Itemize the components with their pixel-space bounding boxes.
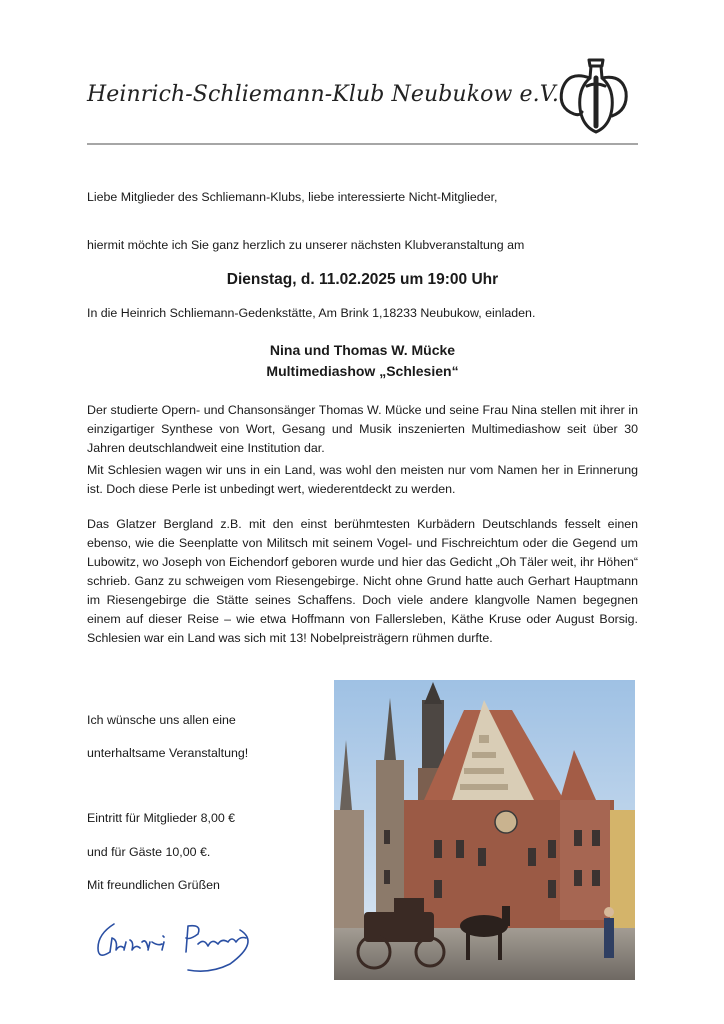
closing: Mit freundlichen Grüßen	[87, 878, 220, 892]
wish-line-1: Ich wünsche uns allen eine	[87, 713, 236, 727]
town-hall-photo	[334, 680, 635, 980]
town-hall-illustration	[334, 680, 635, 980]
greeting: Liebe Mitglieder des Schliemann-Klubs, liebe interessierte Nicht-Mitglieder,	[87, 190, 498, 204]
event-title-performers: Nina und Thomas W. Mücke	[269, 342, 456, 358]
body-paragraph-1: Der studierte Opern- und Chansonsänger Thomas W. Mücke und seine Frau Nina stellen mit ihrer in einzigartiger Synthese von Wort, Gesang und Musik inszenierten Multimediashow seit über 30 Jahren deutschlandweit eine Institution dar.	[87, 403, 638, 455]
wish-line-2: unterhaltsame Veranstaltung!	[87, 746, 249, 760]
venue-line: In die Heinrich Schliemann-Gedenkstätte, Am Brink 1,18233 Neubukow, einladen.	[87, 306, 536, 320]
event-title-show: Multimediashow „Schlesien“	[266, 363, 459, 379]
amphora-vessel-icon	[556, 56, 632, 136]
invitation-intro: hiermit möchte ich Sie ganz herzlich zu unserer nächsten Klubveranstaltung am	[87, 238, 525, 252]
club-title: Heinrich-Schliemann-Klub Neubukow e.V.	[87, 82, 559, 107]
body-paragraph-2: Mit Schlesien wagen wir uns in ein Land, was wohl den meisten nur vom Namen her in Erinnerung ist. Doch diese Perle ist unbedingt wert, wiederentdeckt zu werden.	[87, 463, 638, 496]
header-divider	[87, 143, 638, 145]
body-paragraph-3: Das Glatzer Bergland z.B. mit den einst berühmtesten Kurbädern Deutschlands fesselt einen ebenso, wie die Seenplatte von Militsch mit seinem Vogel- und Fischreichtum oder die Gegend um Lubowitz, wo Joseph von Eichendorf geboren wurde und hier das Gedicht „Oh Täler weit, ihr Höhen“ schrieb. Ganz zu schweigen vom Riesengebirge. Nicht ohne Grund hatte auch Gerhart Hauptmann im Riesengebirge die Stätte seines Schaffens. Doch viele andere klangvolle Namen begegnen einem auf dieser Reise – wie etwa Hoffmann von Fallersleben, Käthe Kruse oder August Borsig. Schlesien war ein Land was sich mit 13! Nobelpreisträgern rühmen durfte.	[87, 517, 638, 645]
fee-guests: und für Gäste 10,00 €.	[87, 845, 211, 859]
event-date: Dienstag, d. 11.02.2025 um 19:00 Uhr	[226, 271, 499, 288]
fee-members: Eintritt für Mitglieder 8,00 €	[87, 811, 236, 825]
handwritten-signature-icon	[90, 912, 260, 982]
